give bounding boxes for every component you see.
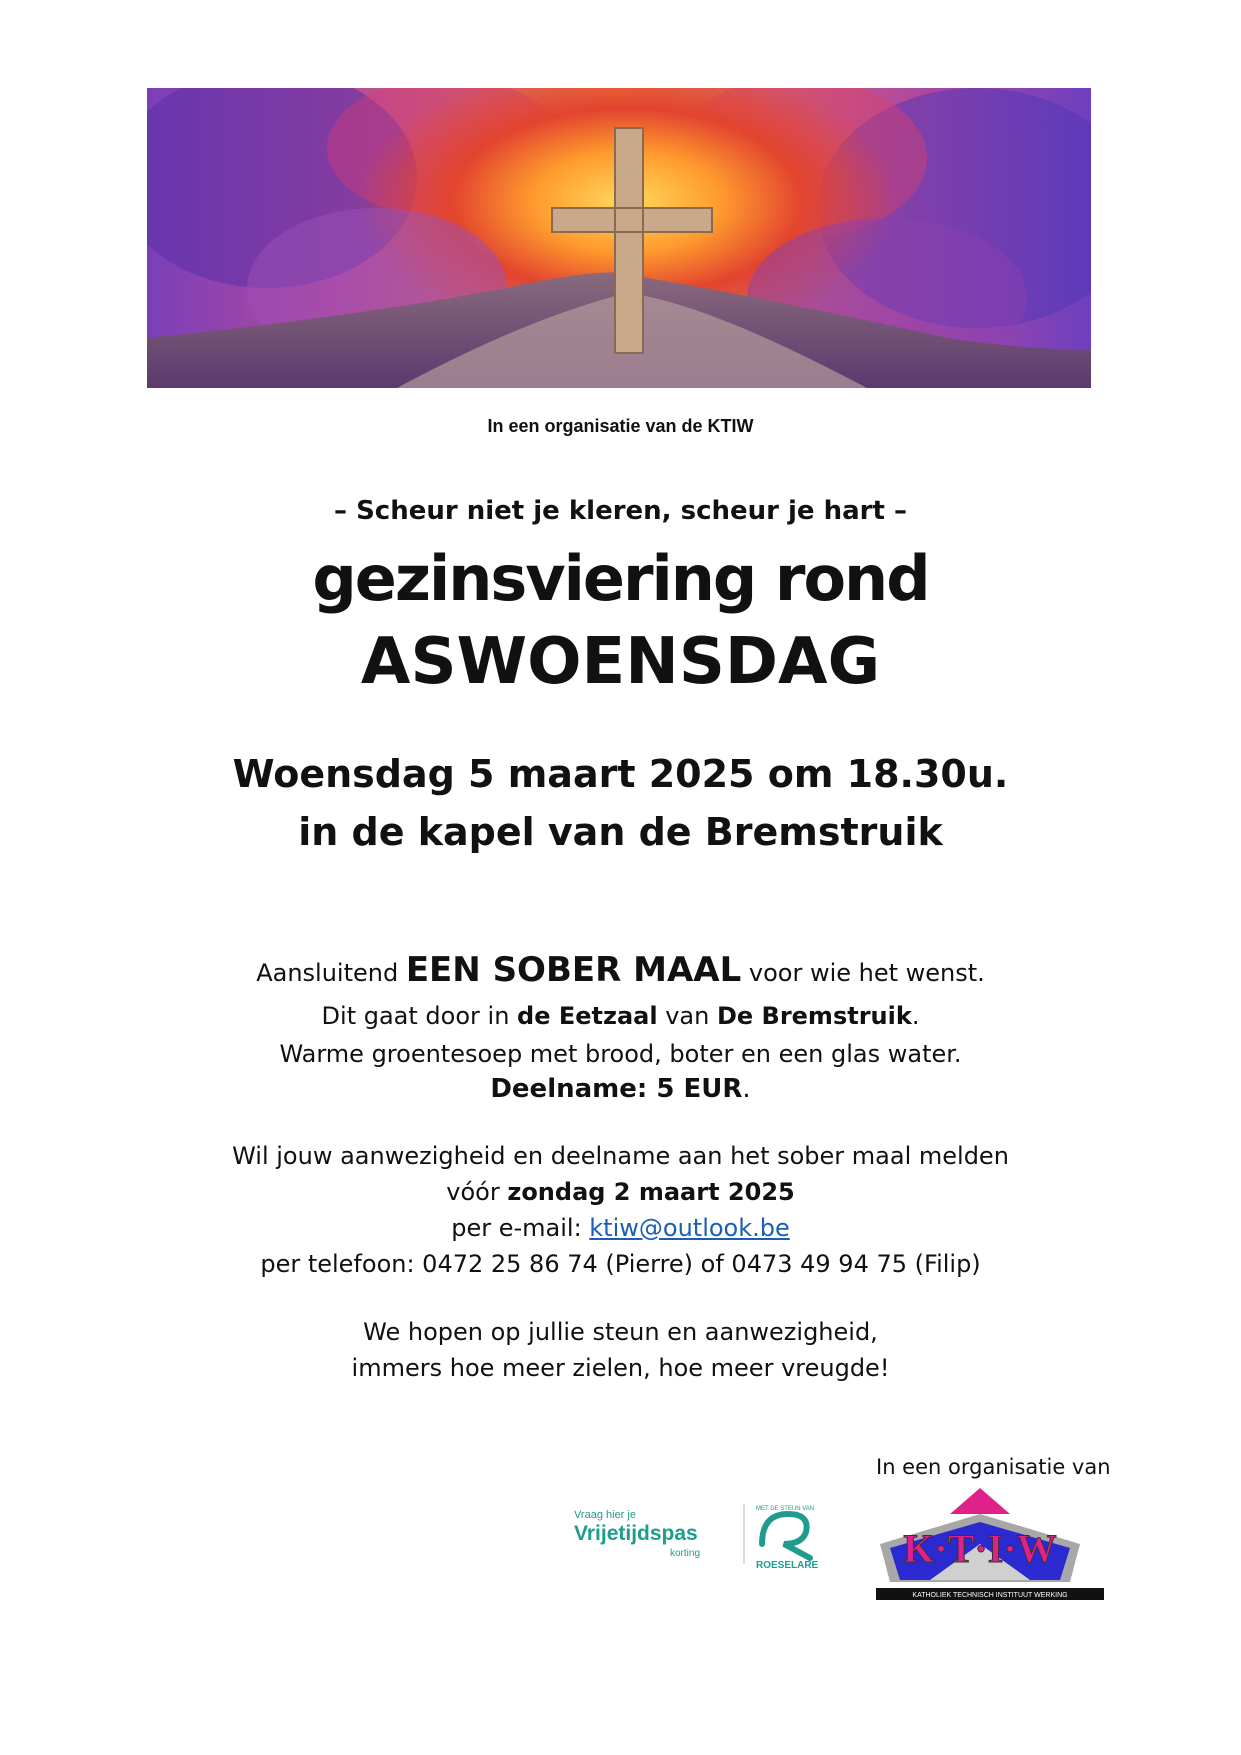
meal-location-mid: van [657, 1002, 717, 1030]
cross-watercolor-image [147, 88, 1091, 388]
meal-price-line [0, 1074, 1241, 1104]
roeselare-support: MET DE STEUN VAN [756, 1506, 815, 1512]
meal-line-1 [0, 950, 1241, 990]
ktiw-logo [870, 1484, 1110, 1604]
event-date: Woensdag 5 maart 2025 om 18.30u. [232, 752, 1009, 796]
meal-price: Deelname: 5 EUR [490, 1074, 743, 1104]
closing-line-2: immers hoe meer zielen, hoe meer vreugde! [351, 1354, 890, 1382]
meal-venue: De Bremstruik [716, 1002, 912, 1030]
page-title-line2: ASWOENSDAG [360, 625, 881, 699]
vrijetijdspas-small: Vraag hier je [574, 1509, 636, 1521]
vrijetijdspas-name: Vrijetijdspas [574, 1522, 698, 1545]
meal-room: de Eetzaal [517, 1002, 658, 1030]
registration-phone: per telefoon: 0472 25 86 74 (Pierre) of 0473 49 94 75 (Filip) [260, 1250, 981, 1278]
organisation-line: In een organisatie van de KTIW [487, 416, 754, 436]
page-title-line1: gezinsviering rond [312, 542, 929, 615]
email-link[interactable]: ktiw@outlook.be [589, 1214, 790, 1242]
deadline-intro: vóór [446, 1178, 508, 1206]
roeselare-city: ROESELARE [756, 1560, 819, 1571]
meal-line-2 [0, 1002, 1241, 1030]
meal-price-end: . [742, 1074, 751, 1104]
registration-deadline-line [0, 1178, 1241, 1206]
meal-intro: Aansluitend [256, 959, 406, 987]
vrijetijdspas-sub: korting [669, 1548, 700, 1559]
registration-email-line [0, 1214, 1241, 1242]
meal-heading: EEN SOBER MAAL [405, 950, 742, 990]
meal-location-intro: Dit gaat door in [321, 1002, 518, 1030]
email-label: per e-mail: [451, 1214, 590, 1242]
motto: – Scheur niet je kleren, scheur je hart – [334, 496, 907, 526]
meal-location-end: . [911, 1002, 920, 1030]
ktiw-letters: K·T·I·W [903, 1526, 1057, 1571]
meal-menu: Warme groentesoep met brood, boter en een glas water. [279, 1040, 962, 1068]
event-place: in de kapel van de Bremstruik [298, 810, 943, 854]
ktiw-tagline: KATHOLIEK TECHNISCH INSTITUUT WERKING [912, 1592, 1068, 1599]
closing-line-1: We hopen op jullie steun en aanwezigheid, [363, 1318, 878, 1346]
footer-organisation-label: In een organisatie van [876, 1455, 1111, 1479]
registration-intro: Wil jouw aanwezigheid en deelname aan het sober maal melden [232, 1142, 1009, 1170]
deadline-date: zondag 2 maart 2025 [507, 1178, 795, 1206]
vrijetijdspas-logo [570, 1492, 840, 1572]
meal-wish: voor wie het wenst. [741, 959, 985, 987]
